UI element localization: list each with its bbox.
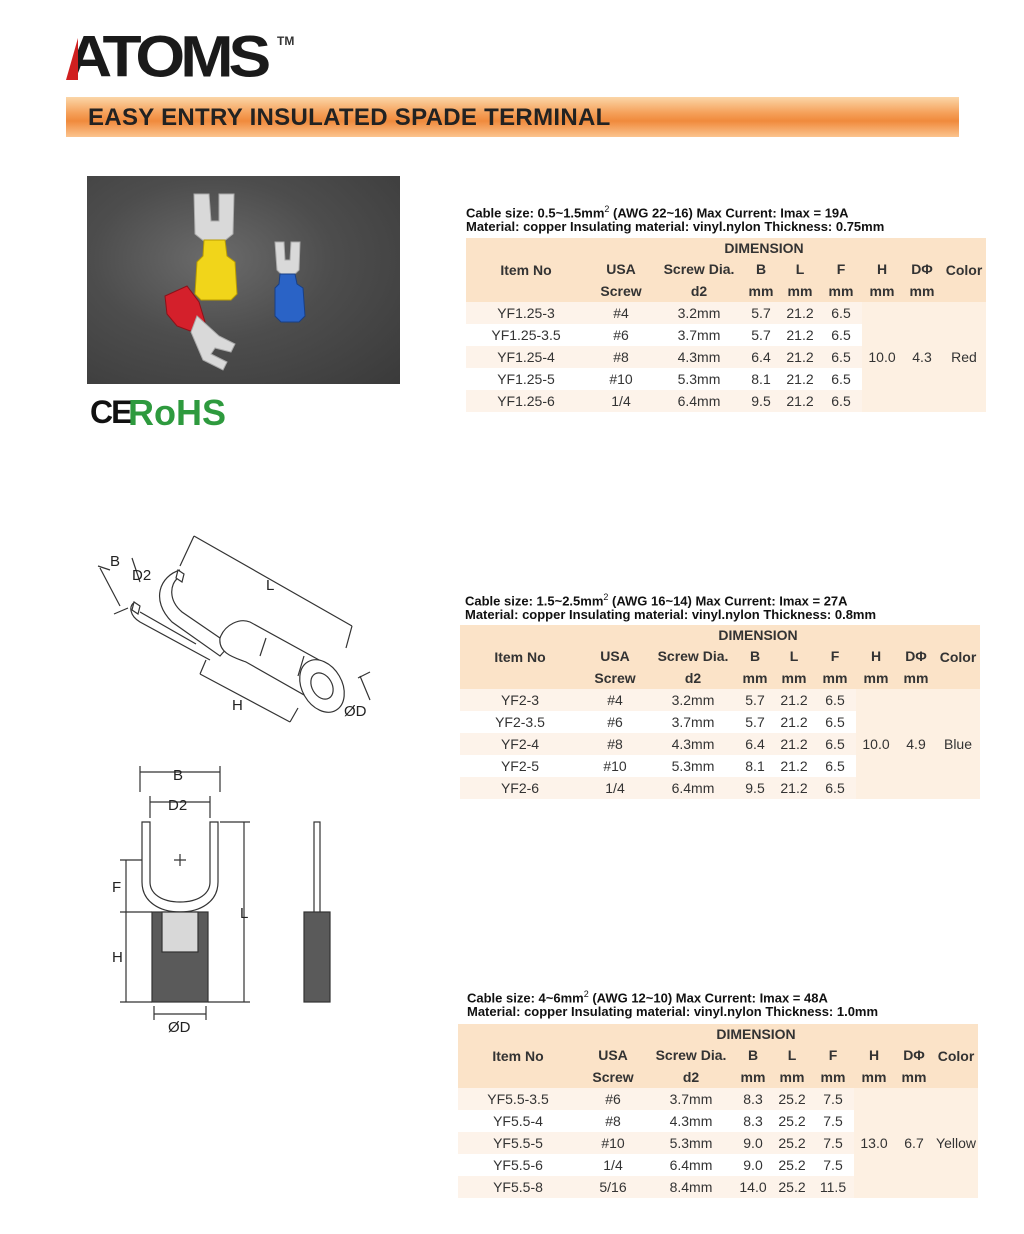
cell-b: 5.7 [736, 711, 774, 733]
cell-item-no: YF1.25-3.5 [466, 324, 586, 346]
isometric-drawing [90, 526, 380, 736]
header-b: B [742, 258, 780, 280]
cell-item-no: YF2-4 [460, 733, 580, 755]
cell-h: 10.0 [862, 302, 902, 412]
cell-h: 13.0 [854, 1088, 894, 1198]
cell-screw-dia: 5.3mm [650, 755, 736, 777]
front-label-d2: D2 [168, 797, 188, 814]
header-dphi: DΦ [902, 258, 942, 280]
spec-cable-size: Cable size: 1.5~2.5mm [465, 593, 604, 609]
label-od: ØD [344, 703, 367, 720]
header-screw: Screw [578, 1066, 648, 1088]
cell-l: 21.2 [780, 368, 820, 390]
cell-usa-screw: #6 [578, 1088, 648, 1110]
cell-usa-screw: #8 [580, 733, 650, 755]
spec-cable-size: Cable size: 0.5~1.5mm [466, 205, 605, 221]
cell-screw-dia: 3.7mm [656, 324, 742, 346]
header-unit-mm: mm [814, 667, 856, 689]
cell-b: 9.5 [742, 390, 780, 412]
header-l: L [780, 258, 820, 280]
header-dphi: DΦ [896, 645, 936, 667]
title-banner [66, 97, 959, 137]
spec-superscript: 2 [603, 592, 609, 602]
cell-l: 21.2 [780, 346, 820, 368]
label-h: H [232, 697, 243, 714]
cell-item-no: YF2-3.5 [460, 711, 580, 733]
header-unit-mm: mm [820, 280, 862, 302]
header-usa: USA [586, 258, 656, 280]
header-unit-mm: mm [902, 280, 942, 302]
cell-f: 6.5 [814, 689, 856, 711]
header-unit-mm: mm [780, 280, 820, 302]
cell-item-no: YF5.5-5 [458, 1132, 578, 1154]
header-item-no: Item No [458, 1024, 578, 1088]
cell-screw-dia: 3.7mm [650, 711, 736, 733]
label-l: L [266, 577, 275, 594]
header-unit-mm: mm [774, 667, 814, 689]
front-label-l: L [240, 905, 249, 922]
cell-b: 8.3 [734, 1110, 772, 1132]
table-row [458, 1088, 978, 1110]
cell-item-no: YF1.25-5 [466, 368, 586, 390]
cell-item-no: YF2-5 [460, 755, 580, 777]
cell-screw-dia: 5.3mm [656, 368, 742, 390]
cell-b: 5.7 [742, 302, 780, 324]
cell-b: 9.0 [734, 1132, 772, 1154]
cell-color: Yellow [934, 1088, 978, 1198]
dimension-table-3 [458, 1024, 978, 1198]
table-row [466, 302, 986, 324]
cell-usa-screw: #6 [586, 324, 656, 346]
cell-screw-dia: 3.7mm [648, 1088, 734, 1110]
cell-item-no: YF5.5-6 [458, 1154, 578, 1176]
cell-l: 21.2 [774, 689, 814, 711]
cell-f: 11.5 [812, 1176, 854, 1198]
header-screw: Screw [586, 280, 656, 302]
header-screw-dia: Screw Dia. [650, 645, 736, 667]
cell-screw-dia: 3.2mm [650, 689, 736, 711]
table-row [460, 689, 980, 711]
front-side-drawing [100, 762, 370, 1038]
cell-l: 25.2 [772, 1110, 812, 1132]
spec-block-1 [466, 201, 884, 235]
header-unit-mm: mm [736, 667, 774, 689]
cell-usa-screw: #10 [578, 1132, 648, 1154]
front-label-b: B [173, 767, 184, 784]
cell-f: 7.5 [812, 1154, 854, 1176]
cell-usa-screw: 1/4 [578, 1154, 648, 1176]
cell-item-no: YF1.25-4 [466, 346, 586, 368]
terminals-photo-illustration [87, 176, 400, 384]
header-dimension: DIMENSION [580, 625, 936, 645]
cell-b: 6.4 [742, 346, 780, 368]
dimension-table-1 [466, 238, 986, 412]
header-d2: d2 [648, 1066, 734, 1088]
cell-item-no: YF5.5-4 [458, 1110, 578, 1132]
spec-material: Material: copper Insulating material: vinyl.nylon Thickness: 1.0mm [467, 1004, 879, 1019]
front-label-od: ØD [168, 1019, 191, 1036]
spec-current: (AWG 16~14) Max Current: Imax = 27A [608, 593, 848, 609]
cell-b: 8.1 [742, 368, 780, 390]
cell-l: 21.2 [780, 302, 820, 324]
cell-l: 25.2 [772, 1176, 812, 1198]
cell-h: 10.0 [856, 689, 896, 799]
cell-f: 7.5 [812, 1088, 854, 1110]
spec-table [466, 238, 986, 412]
cell-f: 6.5 [820, 346, 862, 368]
cell-l: 25.2 [772, 1088, 812, 1110]
label-b: B [110, 553, 121, 570]
trademark-mark: TM [277, 34, 295, 48]
logo-red-accent [66, 38, 78, 80]
cell-usa-screw: 1/4 [580, 777, 650, 799]
cell-l: 21.2 [780, 324, 820, 346]
cell-screw-dia: 4.3mm [650, 733, 736, 755]
cell-f: 7.5 [812, 1132, 854, 1154]
header-unit-mm: mm [854, 1066, 894, 1088]
cell-screw-dia: 3.2mm [656, 302, 742, 324]
cell-b: 5.7 [742, 324, 780, 346]
header-f: F [814, 645, 856, 667]
cell-l: 21.2 [780, 390, 820, 412]
header-screw: Screw [580, 667, 650, 689]
blue-terminal-icon [275, 242, 305, 322]
header-h: H [856, 645, 896, 667]
spec-superscript: 2 [583, 989, 589, 999]
cell-screw-dia: 5.3mm [648, 1132, 734, 1154]
cell-b: 6.4 [736, 733, 774, 755]
rohs-mark: RoHS [128, 392, 226, 433]
cell-screw-dia: 8.4mm [648, 1176, 734, 1198]
header-usa: USA [580, 645, 650, 667]
header-f: F [820, 258, 862, 280]
cell-usa-screw: 5/16 [578, 1176, 648, 1198]
cell-item-no: YF1.25-3 [466, 302, 586, 324]
header-item-no: Item No [466, 238, 586, 302]
header-d2: d2 [650, 667, 736, 689]
product-photo [87, 176, 400, 384]
cell-f: 6.5 [820, 302, 862, 324]
cell-item-no: YF5.5-8 [458, 1176, 578, 1198]
header-dimension: DIMENSION [578, 1024, 934, 1044]
cell-color: Red [942, 302, 986, 412]
header-unit-mm: mm [812, 1066, 854, 1088]
header-unit-mm: mm [896, 667, 936, 689]
header-color: Color [942, 238, 986, 302]
cell-f: 6.5 [814, 733, 856, 755]
header-unit-mm: mm [772, 1066, 812, 1088]
yellow-terminal-icon [194, 194, 237, 300]
cell-screw-dia: 6.4mm [648, 1154, 734, 1176]
cell-f: 6.5 [820, 390, 862, 412]
header-screw-dia: Screw Dia. [656, 258, 742, 280]
cell-dphi: 6.7 [894, 1088, 934, 1198]
cell-usa-screw: 1/4 [586, 390, 656, 412]
cell-f: 6.5 [814, 777, 856, 799]
spec-material: Material: copper Insulating material: vinyl.nylon Thickness: 0.75mm [466, 219, 885, 234]
header-l: L [774, 645, 814, 667]
cell-f: 6.5 [814, 711, 856, 733]
cell-l: 21.2 [774, 711, 814, 733]
cell-b: 9.0 [734, 1154, 772, 1176]
cell-l: 21.2 [774, 777, 814, 799]
cell-color: Blue [936, 689, 980, 799]
spec-table [458, 1024, 978, 1198]
spec-cable-size: Cable size: 4~6mm [467, 990, 584, 1006]
header-color: Color [936, 625, 980, 689]
front-label-f: F [112, 879, 122, 896]
cell-screw-dia: 6.4mm [650, 777, 736, 799]
cell-usa-screw: #8 [586, 346, 656, 368]
cell-item-no: YF5.5-3.5 [458, 1088, 578, 1110]
brand-name: ATOMS [66, 22, 267, 90]
cell-l: 21.2 [774, 733, 814, 755]
cell-b: 9.5 [736, 777, 774, 799]
cell-dphi: 4.3 [902, 302, 942, 412]
cell-l: 21.2 [774, 755, 814, 777]
label-d2: D2 [132, 567, 152, 584]
header-unit-mm: mm [862, 280, 902, 302]
ce-mark: CE [90, 394, 131, 430]
cell-item-no: YF2-3 [460, 689, 580, 711]
spec-material: Material: copper Insulating material: vinyl.nylon Thickness: 0.8mm [465, 607, 877, 622]
header-b: B [734, 1044, 772, 1066]
cell-item-no: YF1.25-6 [466, 390, 586, 412]
page-title: EASY ENTRY INSULATED SPADE TERMINAL [88, 104, 611, 131]
cell-l: 25.2 [772, 1154, 812, 1176]
header-unit-mm: mm [742, 280, 780, 302]
header-h: H [854, 1044, 894, 1066]
cell-b: 14.0 [734, 1176, 772, 1198]
cell-usa-screw: #10 [580, 755, 650, 777]
header-l: L [772, 1044, 812, 1066]
cell-screw-dia: 6.4mm [656, 390, 742, 412]
cell-usa-screw: #6 [580, 711, 650, 733]
header-color: Color [934, 1024, 978, 1088]
header-dphi: DΦ [894, 1044, 934, 1066]
cell-f: 6.5 [820, 324, 862, 346]
spec-table [460, 625, 980, 799]
dimension-table-2 [460, 625, 980, 799]
cell-screw-dia: 4.3mm [656, 346, 742, 368]
header-d2: d2 [656, 280, 742, 302]
cell-b: 8.1 [736, 755, 774, 777]
header-item-no: Item No [460, 625, 580, 689]
cell-screw-dia: 4.3mm [648, 1110, 734, 1132]
header-f: F [812, 1044, 854, 1066]
spec-current: (AWG 22~16) Max Current: Imax = 19A [609, 205, 849, 221]
cell-usa-screw: #8 [578, 1110, 648, 1132]
header-screw-dia: Screw Dia. [648, 1044, 734, 1066]
cell-b: 8.3 [734, 1088, 772, 1110]
cell-l: 25.2 [772, 1132, 812, 1154]
header-unit-mm: mm [856, 667, 896, 689]
header-unit-mm: mm [734, 1066, 772, 1088]
spec-block-2 [465, 589, 876, 623]
spec-block-3 [467, 986, 878, 1020]
cell-f: 7.5 [812, 1110, 854, 1132]
cell-f: 6.5 [820, 368, 862, 390]
cell-usa-screw: #10 [586, 368, 656, 390]
cell-b: 5.7 [736, 689, 774, 711]
header-usa: USA [578, 1044, 648, 1066]
cell-usa-screw: #4 [580, 689, 650, 711]
header-unit-mm: mm [894, 1066, 934, 1088]
cell-item-no: YF2-6 [460, 777, 580, 799]
header-dimension: DIMENSION [586, 238, 942, 258]
spec-superscript: 2 [604, 204, 610, 214]
front-label-h: H [112, 949, 123, 966]
header-b: B [736, 645, 774, 667]
cell-dphi: 4.9 [896, 689, 936, 799]
spec-current: (AWG 12~10) Max Current: Imax = 48A [588, 990, 828, 1006]
cell-usa-screw: #4 [586, 302, 656, 324]
header-h: H [862, 258, 902, 280]
cell-f: 6.5 [814, 755, 856, 777]
